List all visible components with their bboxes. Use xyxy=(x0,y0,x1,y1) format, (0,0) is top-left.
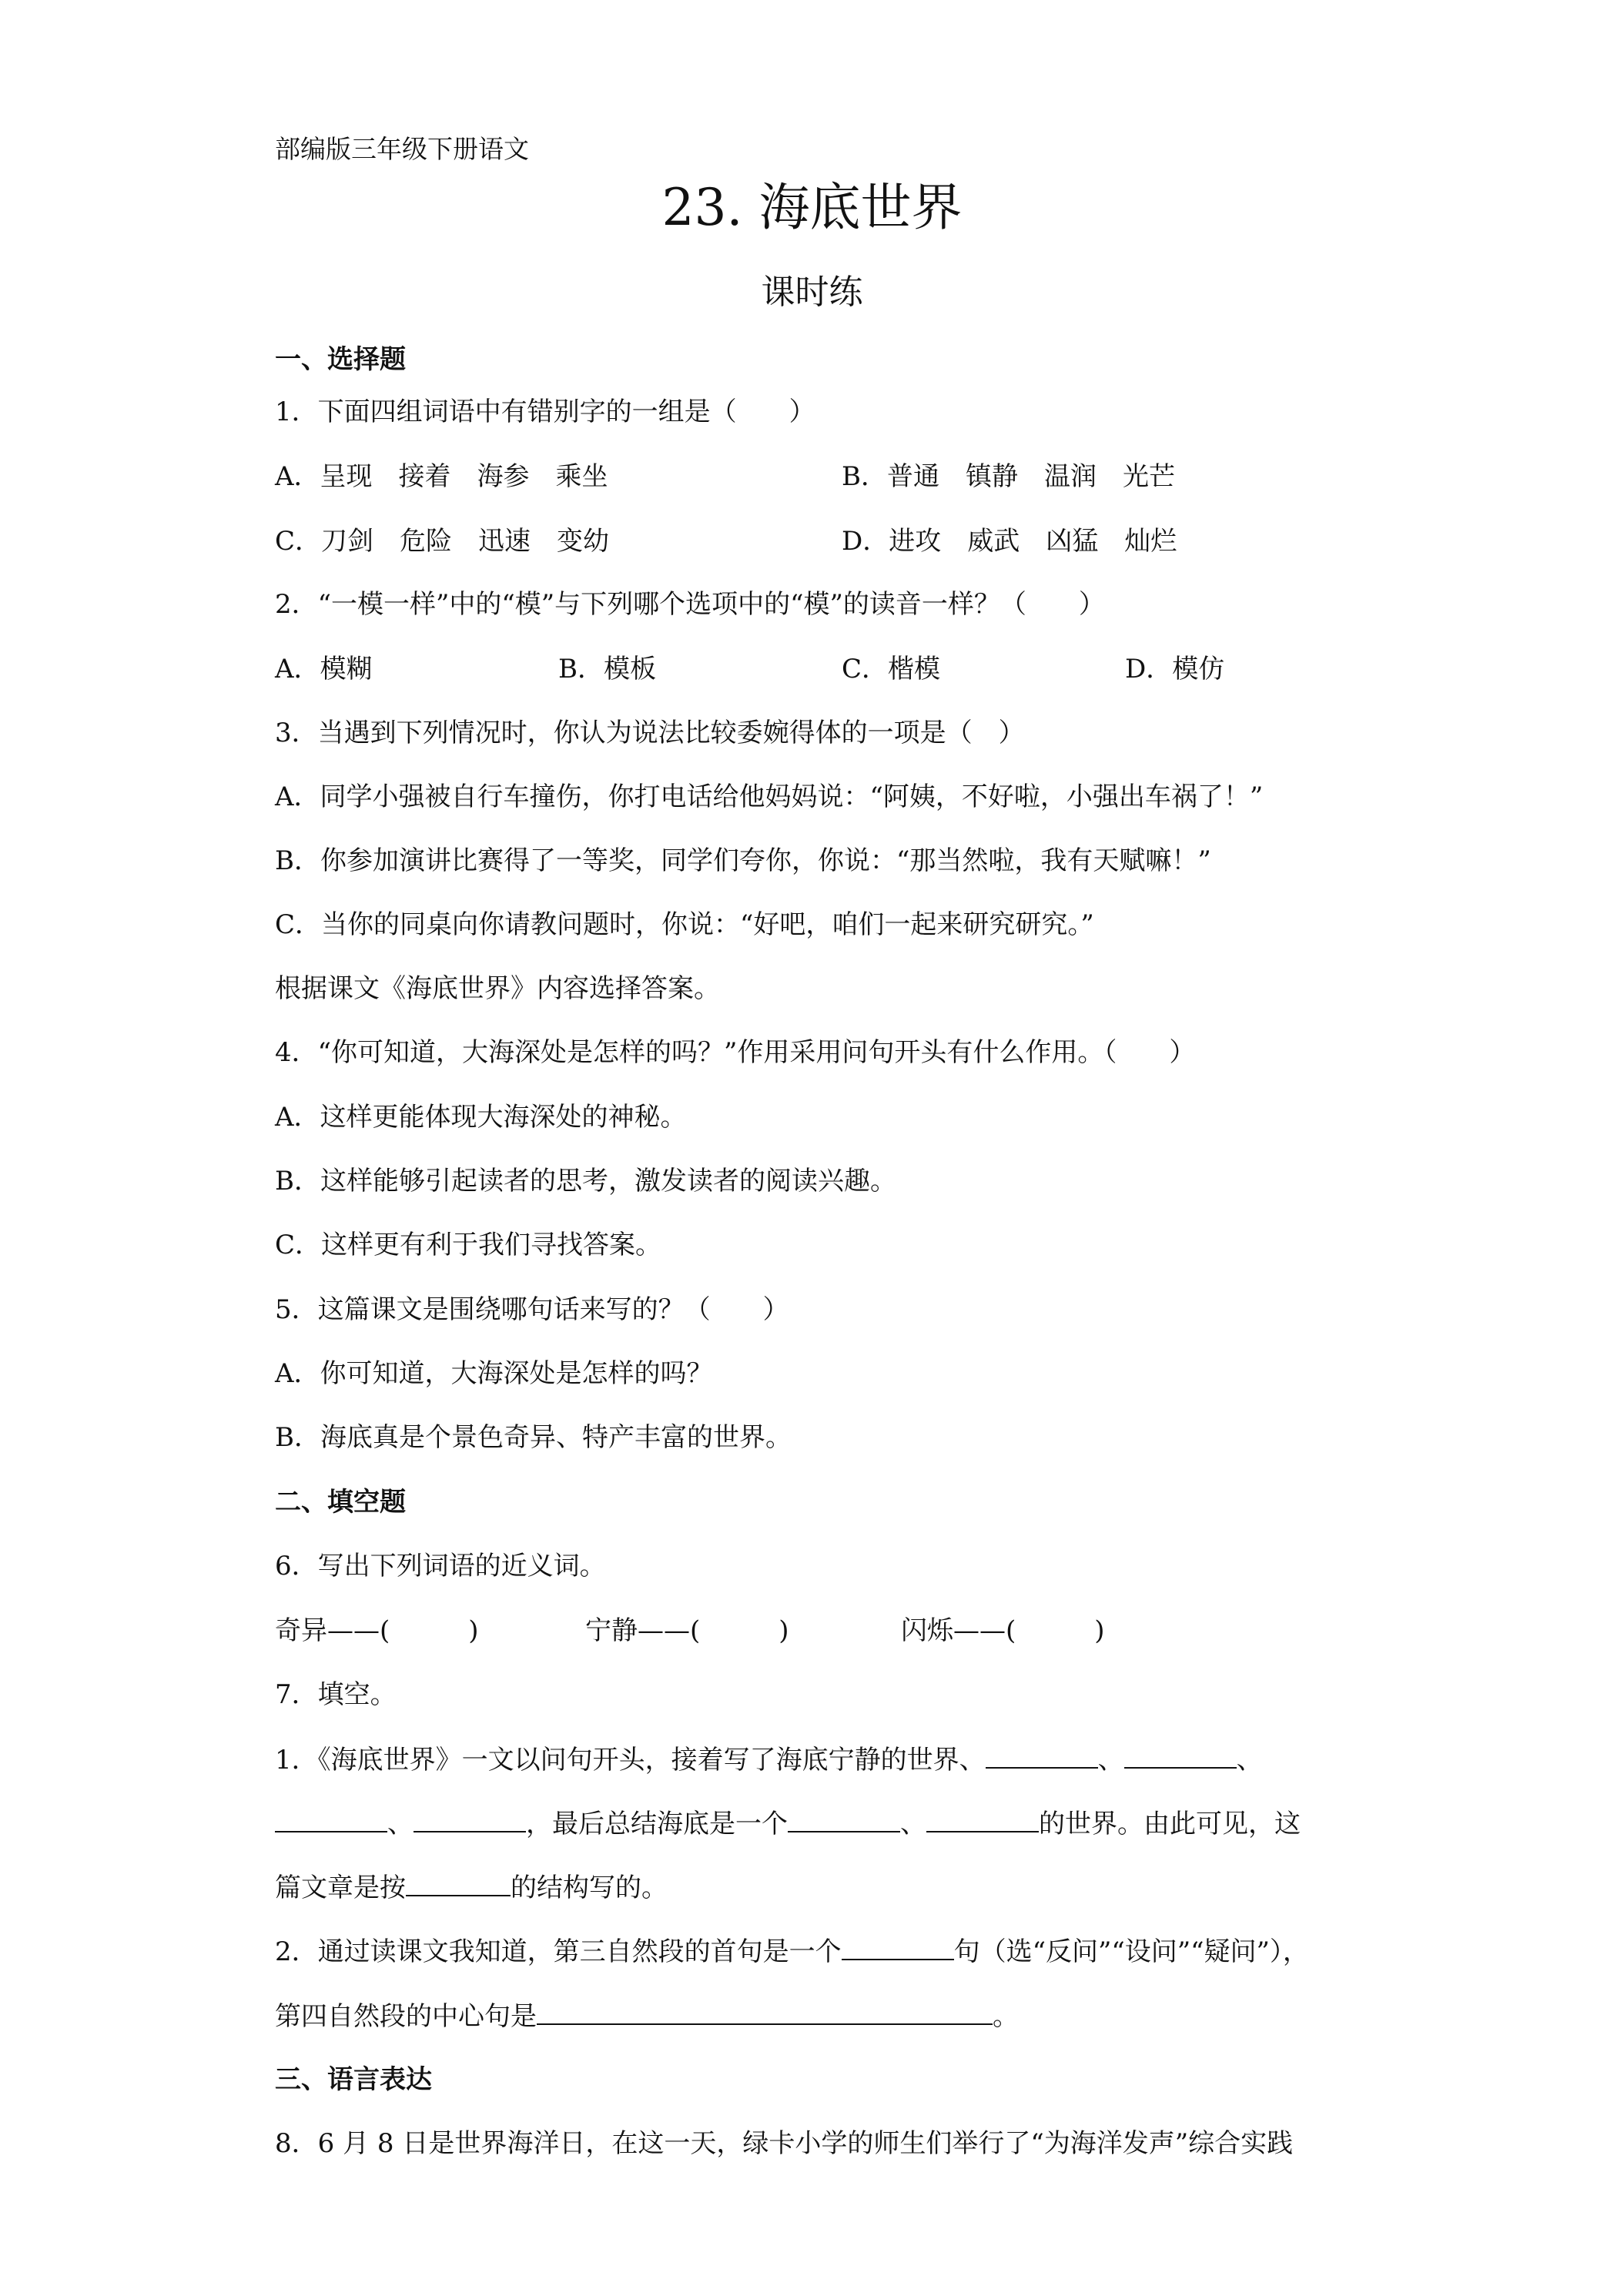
q4-option-a: A．这样更能体现大海深处的神秘。 xyxy=(275,1102,687,1133)
q7-part1-text-e: 的结构写的。 xyxy=(511,1873,668,1903)
page-header: 部编版三年级下册语文 xyxy=(275,134,529,164)
q6-word-2: 宁静——( ) xyxy=(585,1615,789,1646)
answer-blank[interactable] xyxy=(537,2000,993,2025)
q5-stem: 5．这篇课文是围绕哪句话来写的？（ ） xyxy=(275,1294,789,1325)
q7-part1-text-a: 1．《海底世界》一文以问句开头，接着写了海底宁静的世界、 xyxy=(275,1745,986,1776)
q1-stem: 1．下面四组词语中有错别字的一组是（ ） xyxy=(275,397,815,427)
q7-part2-text-a: 2．通过读课文我知道，第三自然段的首句是一个 xyxy=(275,1936,842,1967)
q7-separator: 、 xyxy=(1097,1745,1124,1776)
answer-blank[interactable] xyxy=(406,1872,511,1896)
q1-option-d: D．进攻 威武 凶猛 灿烂 xyxy=(842,526,1177,557)
answer-blank[interactable] xyxy=(275,1808,387,1832)
q3-option-a: A．同学小强被自行车撞伤，你打电话给他妈妈说：“阿姨，不好啦，小强出车祸了！” xyxy=(275,782,1264,812)
q1-option-c: C．刀剑 危险 迅速 变幼 xyxy=(275,526,610,557)
q2-option-c: C．楷模 xyxy=(842,654,941,684)
reading-intro: 根据课文《海底世界》内容选择答案。 xyxy=(275,973,720,1004)
q2-option-a: A．模糊 xyxy=(275,654,373,684)
q7-part1-line3 xyxy=(275,1872,668,1903)
q1-option-a: A．呈现 接着 海参 乘坐 xyxy=(275,461,608,492)
q5-option-b: B．海底真是个景色奇异、特产丰富的世界。 xyxy=(275,1422,792,1453)
q7-part2-line1 xyxy=(275,1936,1309,1967)
q5-option-a: A．你可知道，大海深处是怎样的吗？ xyxy=(275,1358,713,1389)
q7-separator: 、 xyxy=(900,1809,926,1839)
q6-stem: 6．写出下列词语的近义词。 xyxy=(275,1551,606,1581)
page-subtitle: 课时练 xyxy=(761,273,863,312)
section-heading-fill: 二、填空题 xyxy=(275,1487,406,1518)
q2-option-b: B．模板 xyxy=(558,654,656,684)
q7-separator: 、 xyxy=(1236,1745,1263,1776)
q8-stem: 8．6 月 8 日是世界海洋日，在这一天，绿卡小学的师生们举行了“为海洋发声”综合实践 xyxy=(275,2128,1294,2159)
q2-option-d: D．模仿 xyxy=(1125,654,1225,684)
q7-separator: 、 xyxy=(387,1809,414,1839)
q7-part2-text-b: 句（选“反问”“设问”“疑问”）， xyxy=(953,1936,1309,1967)
q3-option-c: C．当你的同桌向你请教问题时，你说：“好吧，咱们一起来研究研究。” xyxy=(275,909,1094,940)
q3-stem: 3．当遇到下列情况时，你认为说法比较委婉得体的一项是（ ） xyxy=(275,718,1025,748)
section-heading-expression: 三、语言表达 xyxy=(275,2064,432,2095)
q4-option-b: B．这样能够引起读者的思考，激发读者的阅读兴趣。 xyxy=(275,1166,896,1197)
q7-part2-text-d: 。 xyxy=(993,2001,1019,2032)
q7-part1-line1 xyxy=(275,1744,1263,1776)
q2-stem: 2．“一模一样”中的“模”与下列哪个选项中的“模”的读音一样？（ ） xyxy=(275,589,1105,620)
answer-blank[interactable] xyxy=(926,1808,1039,1832)
answer-blank[interactable] xyxy=(986,1744,1098,1769)
answer-blank[interactable] xyxy=(788,1808,900,1832)
q7-part1-line2 xyxy=(275,1808,1301,1839)
q4-option-c: C．这样更有利于我们寻找答案。 xyxy=(275,1230,662,1260)
q1-option-b: B．普通 镇静 温润 光芒 xyxy=(842,461,1175,492)
q6-word-3: 闪烁——( ) xyxy=(901,1615,1105,1646)
q7-part2-text-c: 第四自然段的中心句是 xyxy=(275,2001,537,2032)
q6-word-1: 奇异——( ) xyxy=(275,1615,479,1646)
answer-blank[interactable] xyxy=(414,1808,526,1832)
answer-blank[interactable] xyxy=(842,1936,954,1960)
q4-stem: 4．“你可知道，大海深处是怎样的吗？”作用采用问句开头有什么作用。（ ） xyxy=(275,1037,1196,1068)
q7-part2-line2 xyxy=(275,2000,1019,2032)
q7-part1-text-b: ，最后总结海底是一个 xyxy=(526,1809,788,1839)
q7-stem: 7．填空。 xyxy=(275,1679,397,1710)
section-heading-choice: 一、选择题 xyxy=(275,344,406,375)
page-title: 23. 海底世界 xyxy=(661,178,963,237)
answer-blank[interactable] xyxy=(1124,1744,1237,1769)
q7-part1-text-c: 的世界。由此可见，这 xyxy=(1039,1809,1301,1839)
q7-part1-text-d: 篇文章是按 xyxy=(275,1873,406,1903)
q3-option-b: B．你参加演讲比赛得了一等奖，同学们夸你，你说：“那当然啦，我有天赋嘛！” xyxy=(275,845,1211,876)
